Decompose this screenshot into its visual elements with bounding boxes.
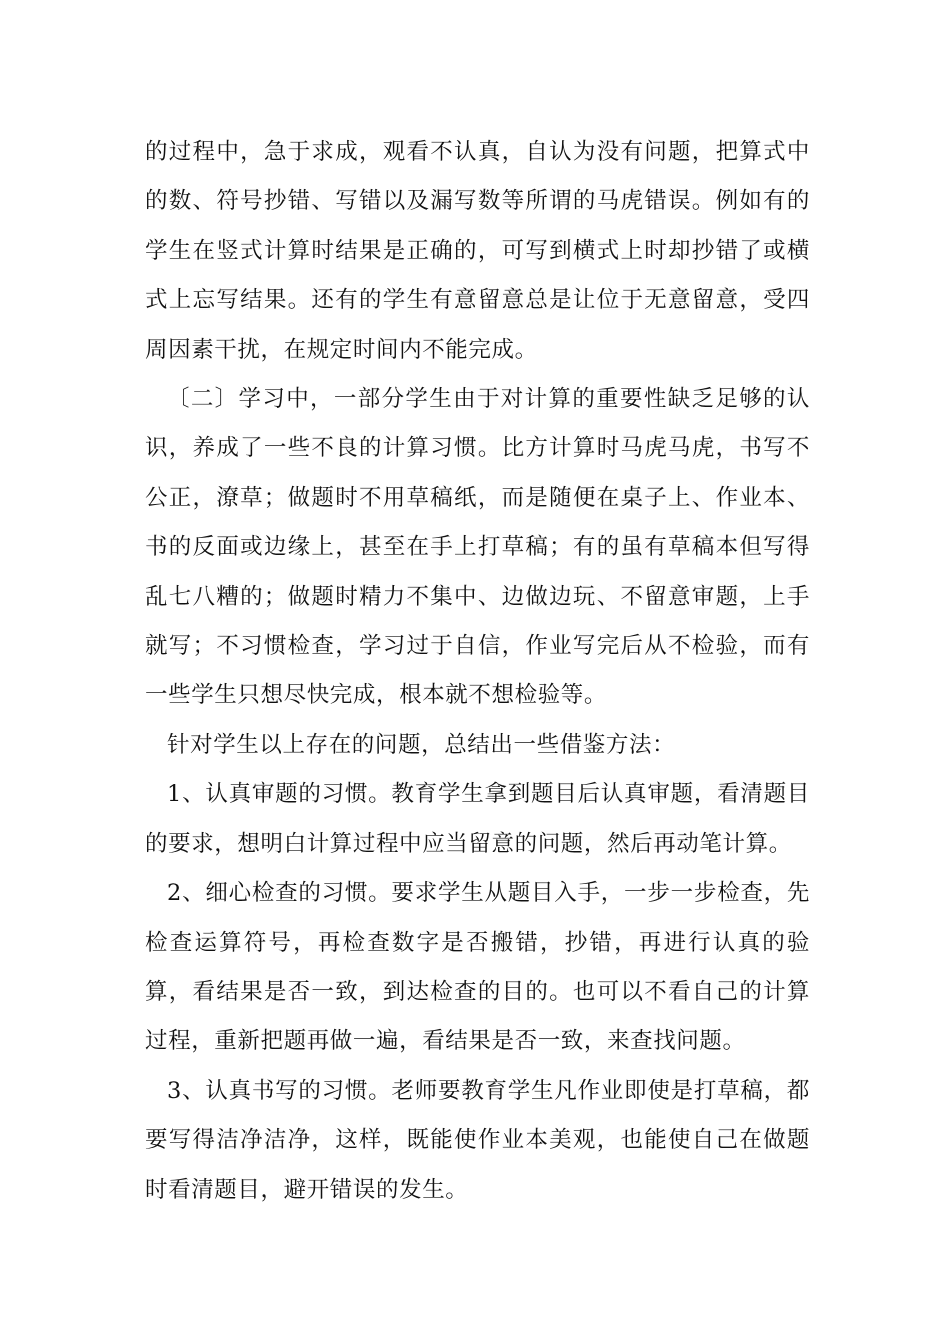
paragraph-method-2: 2、细心检查的习惯。要求学生从题目入手，一步一步检查，先检查运算符号，再检查数字是否搬错，抄错，再进行认真的验算，看结果是否一致，到达检查的目的。也可以不看自己的计算过程，重新把题再做一遍，看结果是否一致，来查找问题。 [145, 880, 810, 1055]
document-body [145, 128, 810, 1215]
paragraph-method-3: 3、认真书写的习惯。老师要教育学生凡作业即使是打草稿，都要写得洁净洁净，这样，既能使作业本美观，也能使自己在做题时看清题目，避开错误的发生。 [145, 1077, 810, 1203]
paragraph-section-two: 〔二〕学习中，一部分学生由于对计算的重要性缺乏足够的认识，养成了一些不良的计算习惯。比方计算时马虎马虎，书写不公正，潦草；做题时不用草稿纸，而是随便在桌子上、作业本、书的反面或边缘上，甚至在手上打草稿；有的虽有草稿本但写得乱七八糟的；做题时精力不集中、边做边玩、不留意审题，上手就写；不习惯检查，学习过于自信，作业写完后从不检验，而有一些学生只想尽快完成，根本就不想检验等。 [145, 386, 810, 709]
paragraph-method-1: 1、认真审题的习惯。教育学生拿到题目后认真审题，看清题目的要求，想明白计算过程中应当留意的问题，然后再动笔计算。 [145, 781, 810, 857]
paragraph-methods-intro: 针对学生以上存在的问题，总结出一些借鉴方法： [167, 731, 676, 758]
paragraph-continuation: 的过程中，急于求成，观看不认真，自认为没有问题，把算式中的数、符号抄错、写错以及漏写数等所谓的马虎错误。例如有的学生在竖式计算时结果是正确的，可写到横式上时却抄错了或横式上忘写结果。还有的学生有意留意总是让位于无意留意，受四周因素干扰，在规定时间内不能完成。 [145, 139, 810, 363]
